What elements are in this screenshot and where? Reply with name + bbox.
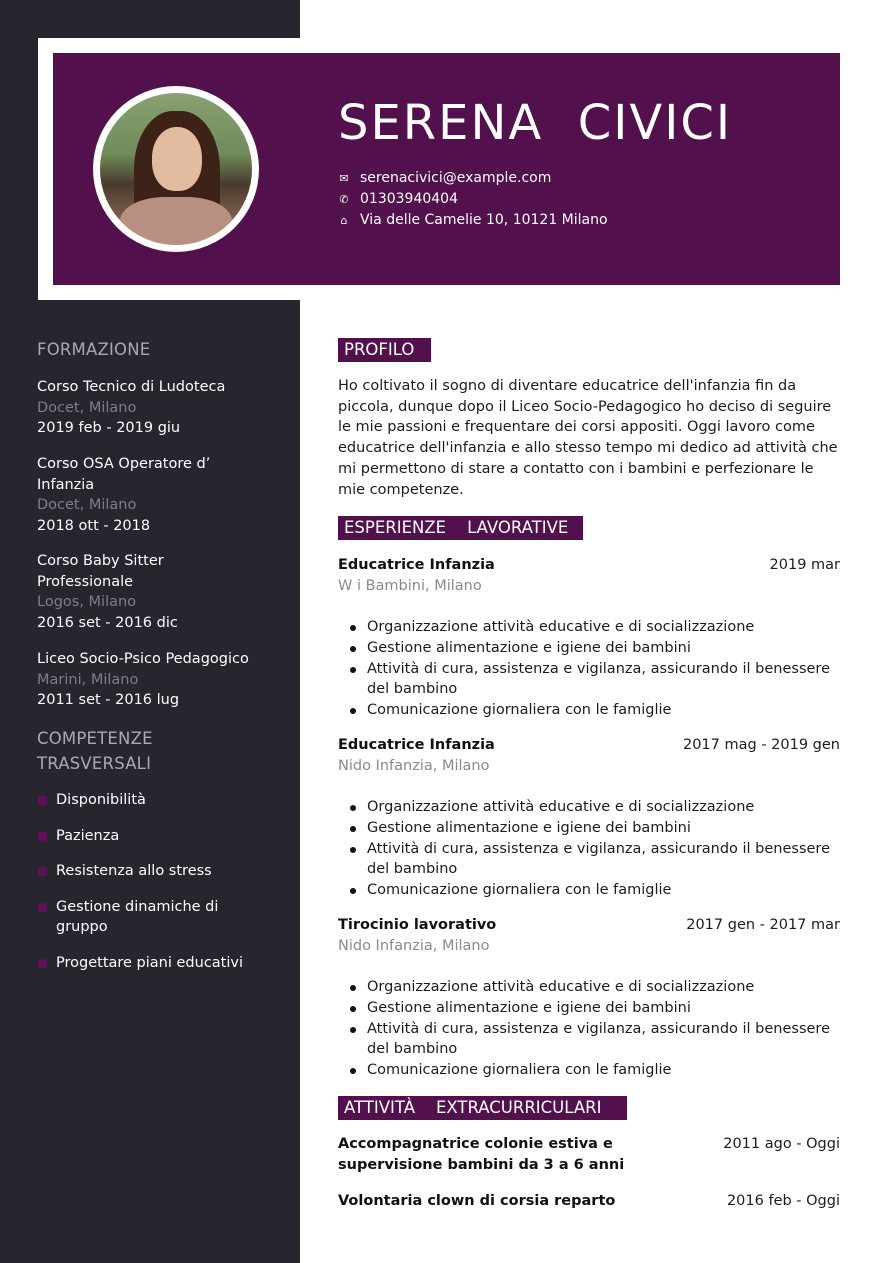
avatar (100, 93, 252, 245)
job-entry (338, 735, 840, 900)
education-item: Corso Baby Sitter Professionale Logos, Milano 2016 set - 2016 dic (37, 553, 178, 631)
contact-email: ✉ serenacivici@example.com (339, 170, 552, 186)
phone-icon: ✆ (339, 192, 349, 206)
job-company: Nido Infanzia, Milano (338, 757, 490, 774)
job-dates: 2017 mag - 2019 gen (682, 737, 840, 753)
skill-item: Resistenza allo stress (37, 861, 277, 882)
activity-title: Volontaria clown di corsia reparto (338, 1193, 616, 1209)
skills-list (37, 790, 277, 988)
profile-text: Ho coltivato il sogno di diventare educatrice dell'infanzia fin da piccola, dunque dopo il Liceo Socio-Pedagogico ho deciso di seguire le mie passioni e frequentare dei corsi appositi. Oggi lavoro come educatrice dell'infanzia e allo stesso tempo mi dedico ad attività che mi permettono di stare a contatto con i bambini e perfezionare le mie competenze. (338, 378, 838, 498)
experience-heading: ESPERIENZE LAVORATIVE (338, 516, 583, 540)
list-item: Gestione alimentazione e igiene dei bambini (338, 998, 840, 1019)
job-title: Educatrice Infanzia (338, 557, 495, 573)
list-item: Organizzazione attività educative e di socializzazione (338, 977, 840, 998)
extracurricular-entry (338, 1191, 840, 1212)
education-item: Corso Tecnico di Ludoteca Docet, Milano 2019 feb - 2019 giu (37, 379, 226, 436)
extracurricular-heading: ATTIVITÀ EXTRACURRICULARI (338, 1096, 627, 1120)
education-heading: FORMAZIONE (37, 340, 151, 359)
skill-item: Pazienza (37, 826, 277, 847)
education-item: Corso OSA Operatore d’ Infanzia Docet, Milano 2018 ott - 2018 (37, 456, 211, 534)
skill-item: Disponibilità (37, 790, 277, 811)
candidate-name: SERENA CIVICI (338, 95, 733, 151)
home-icon: ⌂ (340, 213, 348, 227)
extracurricular-entry (338, 1134, 840, 1176)
activity-dates: 2016 feb - Oggi (726, 1193, 840, 1209)
skill-item: Progettare piani educativi (37, 953, 277, 974)
activity-dates: 2011 ago - Oggi (723, 1136, 840, 1152)
contact-address: ⌂ Via delle Camelie 10, 10121 Milano (338, 212, 608, 228)
activity-title: Accompagnatrice colonie estiva e supervisione bambini da 3 a 6 anni (338, 1136, 625, 1173)
job-bullets (338, 617, 840, 720)
list-item: Comunicazione giornaliera con le famiglie (338, 880, 840, 901)
list-item: Organizzazione attività educative e di socializzazione (338, 797, 840, 818)
list-item: Gestione alimentazione e igiene dei bambini (338, 638, 840, 659)
list-item: Attività di cura, assistenza e vigilanza, assicurando il benessere del bambino (338, 839, 840, 880)
list-item: Organizzazione attività educative e di socializzazione (338, 617, 840, 638)
skills-heading: COMPETENZE TRASVERSALI (37, 729, 153, 773)
job-bullets (338, 977, 840, 1080)
job-entry (338, 555, 840, 720)
job-title: Tirocinio lavorativo (338, 917, 497, 933)
list-item: Attività di cura, assistenza e vigilanza, assicurando il benessere del bambino (338, 659, 840, 700)
skill-item: Gestione dinamiche di gruppo (37, 897, 237, 938)
education-item: Liceo Socio-Psico Pedagogico Marini, Milano 2011 set - 2016 lug (37, 651, 249, 708)
job-entry (338, 915, 840, 1080)
job-title: Educatrice Infanzia (338, 737, 495, 753)
job-bullets (338, 797, 840, 900)
list-item: Comunicazione giornaliera con le famiglie (338, 1060, 840, 1081)
job-dates: 2017 gen - 2017 mar (686, 917, 840, 933)
list-item: Gestione alimentazione e igiene dei bambini (338, 818, 840, 839)
job-company: W i Bambini, Milano (338, 577, 482, 594)
contact-phone: ✆ 01303940404 (339, 191, 458, 207)
list-item: Comunicazione giornaliera con le famiglie (338, 700, 840, 721)
list-item: Attività di cura, assistenza e vigilanza, assicurando il benessere del bambino (338, 1019, 840, 1060)
email-icon: ✉ (339, 171, 349, 185)
job-company: Nido Infanzia, Milano (338, 937, 490, 954)
job-dates: 2019 mar (769, 557, 840, 573)
profile-heading: PROFILO (338, 338, 431, 362)
